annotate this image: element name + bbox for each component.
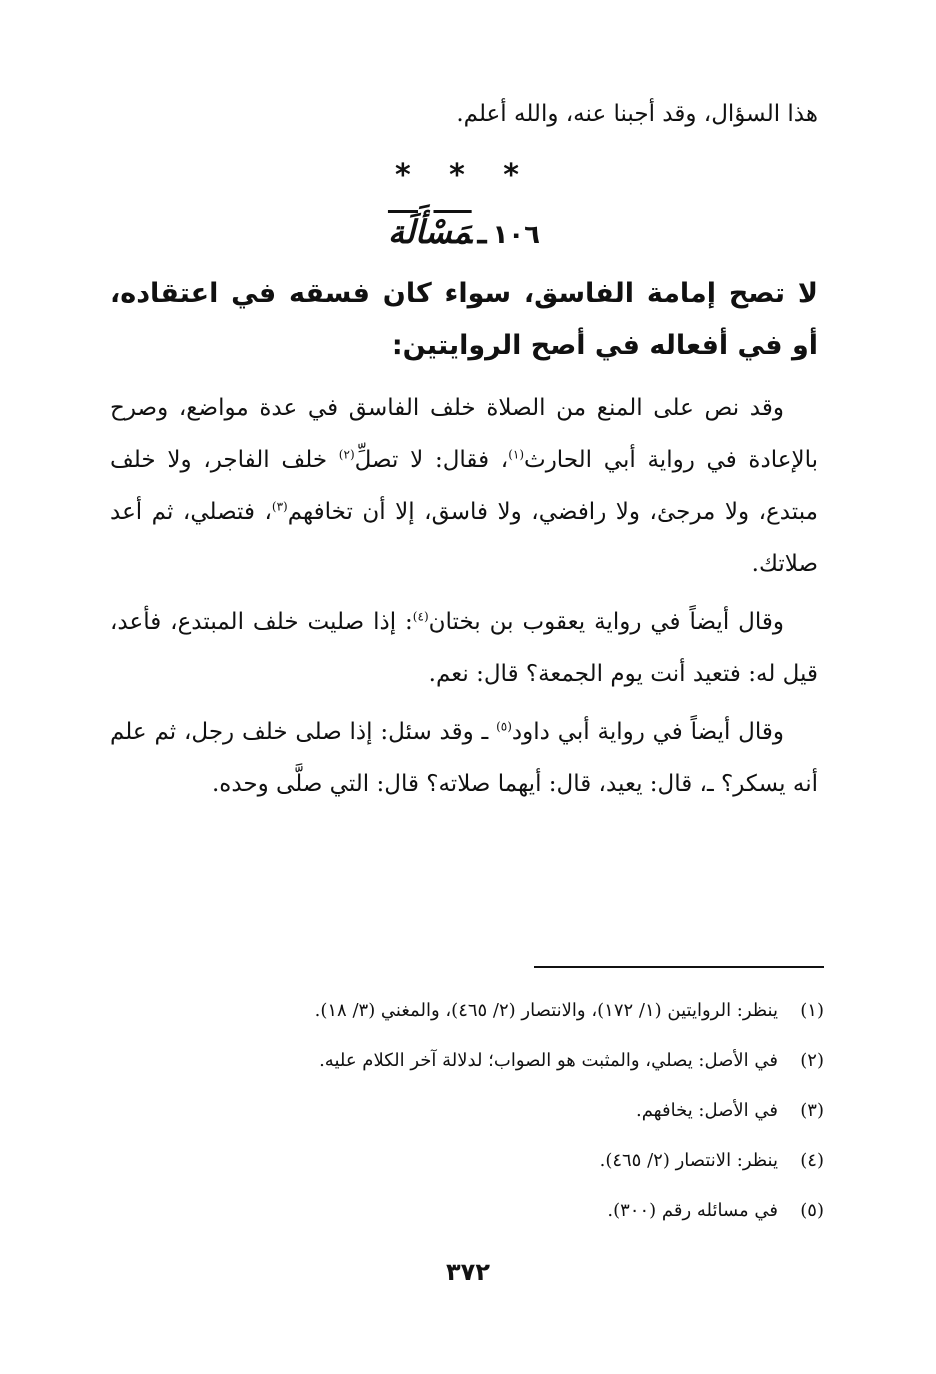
footnote-divider (534, 966, 824, 968)
paragraph-2-text-b: : إذا صليت خلف المبتدع، فأعد، قيل له: فتعيد أنت يوم الجمعة؟ قال: نعم. (110, 609, 818, 687)
footnote-item (110, 1036, 824, 1086)
main-text (110, 92, 818, 816)
masala-title (110, 204, 818, 260)
footnote-ref-2[interactable]: (٢) (338, 447, 355, 462)
paragraph-2 (110, 596, 818, 700)
footnote-ref-3[interactable]: (٣) (271, 499, 288, 514)
paragraph-1-text-a: وقد نص على المنع من الصلاة خلف الفاسق في عدة مواضع، وصرح بالإعادة في رواية أبي الحارث (110, 395, 818, 473)
paragraph-2-text-a: وقال أيضاً في رواية يعقوب بن بختان (428, 609, 784, 635)
footnote-text: ينظر: الانتصار (٢/ ٤٦٥). (599, 1150, 778, 1171)
footnote-ref-5[interactable]: (٥) (496, 719, 512, 734)
paragraph-3 (110, 706, 818, 810)
footnote-text: في الأصل: يخافهم. (635, 1100, 778, 1121)
footnote-number: (١) (800, 1000, 824, 1021)
footnote-item (110, 1086, 824, 1136)
paragraph-1-text-c: خلف الفاجر، ولا خلف مبتدع، ولا مرجئ، ولا رافضي، ولا فاسق، إلا أن تخافهم (110, 447, 818, 525)
masala-number: ١٠٦ (492, 220, 541, 250)
footnote-number: (٣) (800, 1100, 824, 1121)
paragraph-3-text-a: وقال أيضاً في رواية أبي داود (511, 719, 784, 745)
footnote-text: في مسائله رقم (٣٠٠). (607, 1200, 778, 1221)
footnote-number: (٤) (800, 1150, 824, 1171)
paragraph-1-text-d: ، فتصلي، ثم أعد صلاتك. (110, 499, 818, 577)
page-number: ٣٧٢ (446, 1258, 490, 1286)
paragraph-1 (110, 382, 818, 590)
footnote-item (110, 1136, 824, 1186)
footnote-text: في الأصل: يصلي، والمثبت هو الصواب؛ لدلالة آخر الكلام عليه. (319, 1050, 778, 1071)
footnotes-list (110, 986, 824, 1236)
masala-dash: ـ (477, 216, 487, 251)
footnote-ref-4[interactable]: (٤) (412, 609, 429, 624)
footnote-ref-1[interactable]: (١) (508, 447, 525, 462)
footnote-number: (٥) (800, 1200, 824, 1221)
masala-word: مَسْأَلَة (387, 213, 472, 251)
footnote-item (110, 986, 824, 1036)
paragraph-3-text-b: ـ وقد سئل: إذا صلى خلف رجل، ثم علم أنه يسكر؟ ـ، قال: يعيد، قال: أيهما صلاته؟ قال: التي صلَّى وحده. (110, 719, 818, 797)
paragraph-1-text-b: ، فقال: لا تصلِّ (354, 447, 509, 473)
footnote-number: (٢) (800, 1050, 824, 1071)
footnote-text: ينظر: الروايتين (١/ ١٧٢)، والانتصار (٢/ ٤٦٥)، والمغني (٣/ ١٨). (314, 1000, 778, 1021)
issue-heading: لا تصح إمامة الفاسق، سواء كان فسقه في اعتقاده، أو في أفعاله في أصح الروايتين: (110, 278, 818, 361)
section-separator: * * * (395, 158, 533, 193)
footnote-item (110, 1186, 824, 1236)
opening-line: هذا السؤال، وقد أجبنا عنه، والله أعلم. (456, 101, 818, 127)
